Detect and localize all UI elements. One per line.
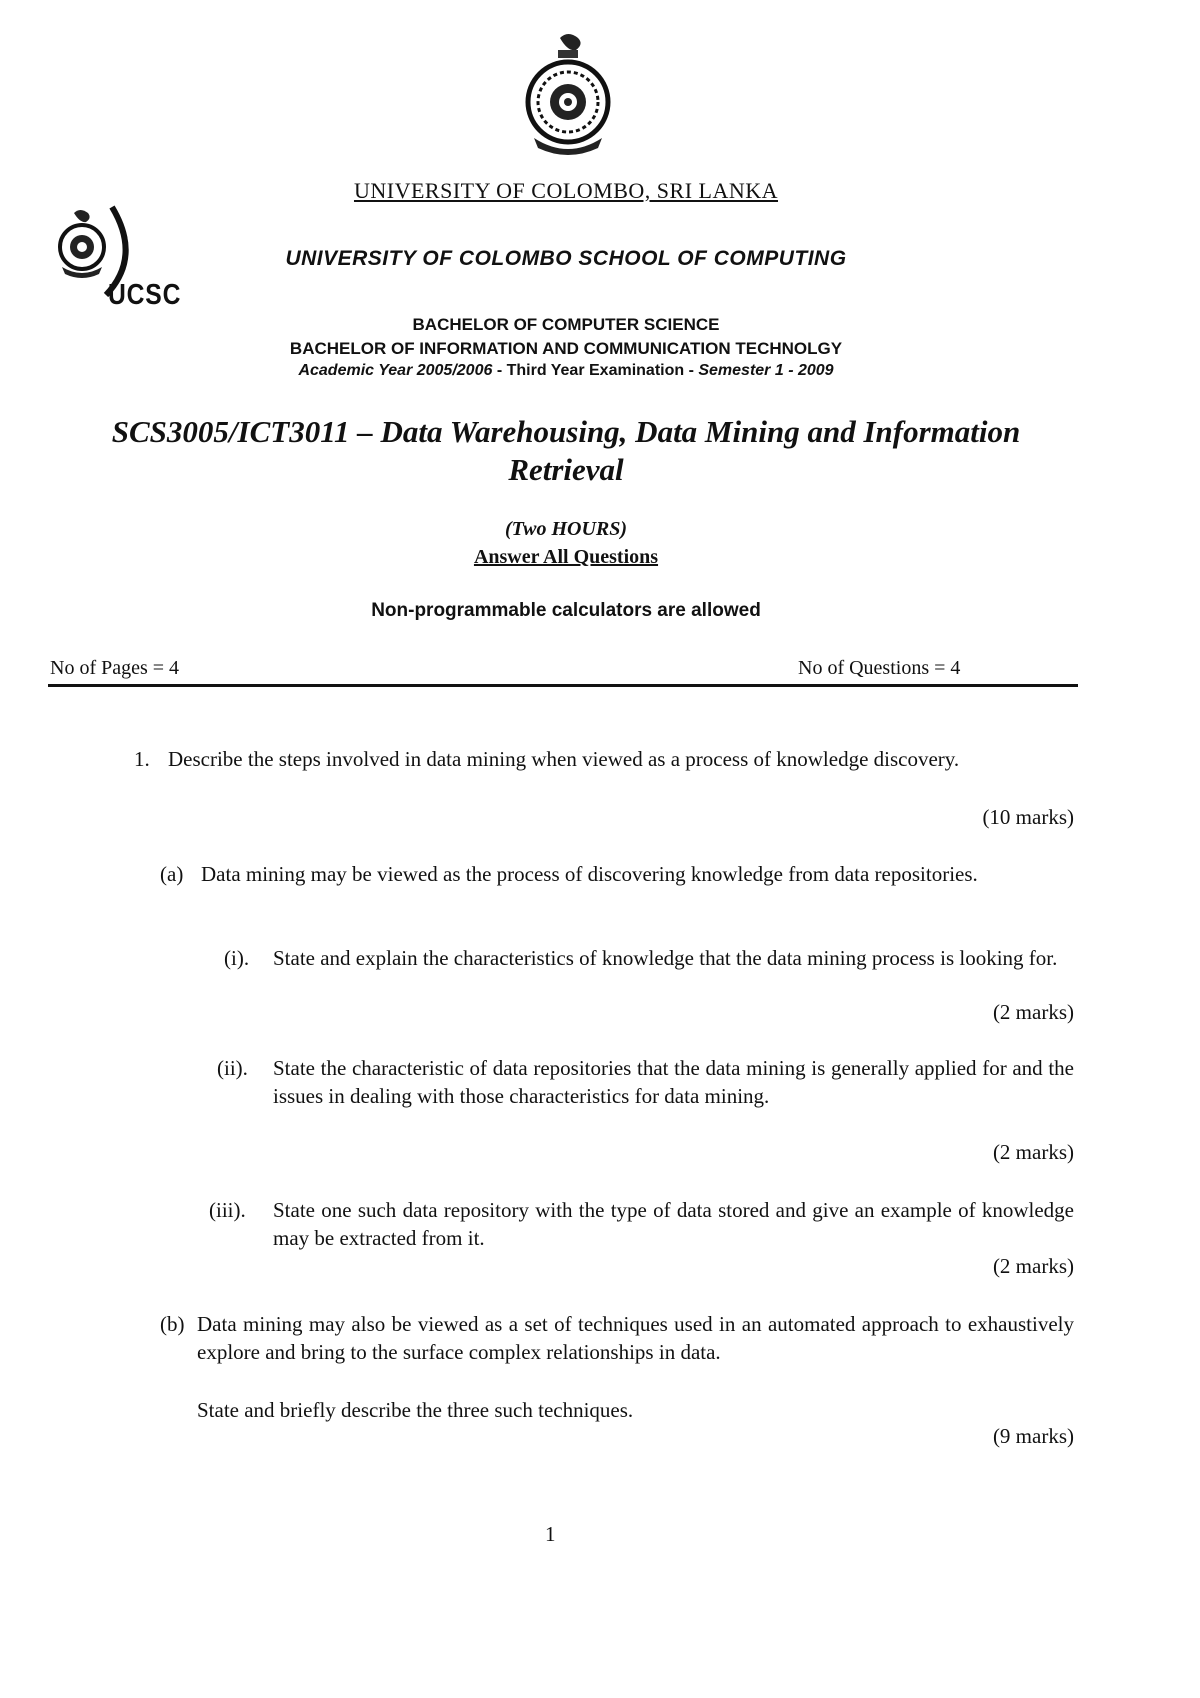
academic-year: Academic Year 2005/2006 bbox=[298, 362, 493, 379]
calculator-note: Non-programmable calculators are allowed bbox=[371, 600, 761, 621]
page-number: 1 bbox=[545, 1522, 556, 1546]
exam-name: - Third Year Examination - bbox=[492, 362, 699, 379]
item-ii-marks: (2 marks) bbox=[992, 1140, 1074, 1164]
item-iii-marks: (2 marks) bbox=[992, 1254, 1074, 1278]
answer-instruction: Answer All Questions bbox=[473, 546, 659, 568]
question-number: 1. bbox=[134, 747, 150, 771]
degree-line-1: BACHELOR OF COMPUTER SCIENCE bbox=[412, 315, 720, 334]
course-title-line-1: SCS3005/ICT3011 – Data Warehousing, Data Mining and Information bbox=[111, 414, 1021, 449]
item-i-label: (i). bbox=[224, 946, 250, 970]
item-i-marks: (2 marks) bbox=[992, 1000, 1074, 1024]
part-b-text: Data mining may also be viewed as a set of techniques used in an automated approach to exhaustively explore and bring to the surface complex relationships in data. bbox=[197, 1312, 1074, 1364]
semester: Semester 1 - 2009 bbox=[698, 362, 834, 379]
item-ii-text: State the characteristic of data repositories that the data mining is generally applied for and the issues in dealing with those characteristics for data mining. bbox=[273, 1056, 1074, 1108]
item-iii-label: (iii). bbox=[209, 1198, 246, 1222]
question-marks: (10 marks) bbox=[982, 805, 1074, 829]
course-title bbox=[0, 413, 1132, 489]
university-crest-icon bbox=[520, 30, 616, 155]
item-i-text: State and explain the characteristics of knowledge that the data mining process is looking for. bbox=[273, 946, 1058, 970]
university-name: UNIVERSITY OF COLOMBO, SRI LANKA bbox=[353, 178, 779, 203]
question-count: No of Questions = 4 bbox=[798, 657, 961, 679]
part-b-instruction: State and briefly describe the three such techniques. bbox=[197, 1398, 634, 1422]
exam-duration: (Two HOURS) bbox=[504, 518, 628, 540]
school-name: UNIVERSITY OF COLOMBO SCHOOL OF COMPUTING bbox=[285, 247, 847, 270]
question-text: Describe the steps involved in data mining when viewed as a process of knowledge discovery. bbox=[168, 747, 960, 771]
ucsc-logo-text: UCSC bbox=[108, 279, 182, 311]
exam-details bbox=[0, 362, 1132, 380]
header-divider bbox=[48, 684, 1078, 687]
part-b-marks: (9 marks) bbox=[992, 1424, 1074, 1448]
part-a-label: (a) bbox=[160, 862, 184, 886]
degree-line-2: BACHELOR OF INFORMATION AND COMMUNICATION TECHNOLGY bbox=[289, 339, 843, 358]
part-b-label: (b) bbox=[160, 1312, 185, 1336]
course-title-line-2: Retrieval bbox=[508, 452, 624, 487]
part-a-text: Data mining may be viewed as the process of discovering knowledge from data repositories. bbox=[201, 862, 978, 886]
item-ii-label: (ii). bbox=[217, 1056, 248, 1080]
item-iii-text: State one such data repository with the type of data stored and give an example of knowledge may be extracted from it. bbox=[273, 1198, 1074, 1250]
page-count: No of Pages = 4 bbox=[50, 657, 180, 679]
